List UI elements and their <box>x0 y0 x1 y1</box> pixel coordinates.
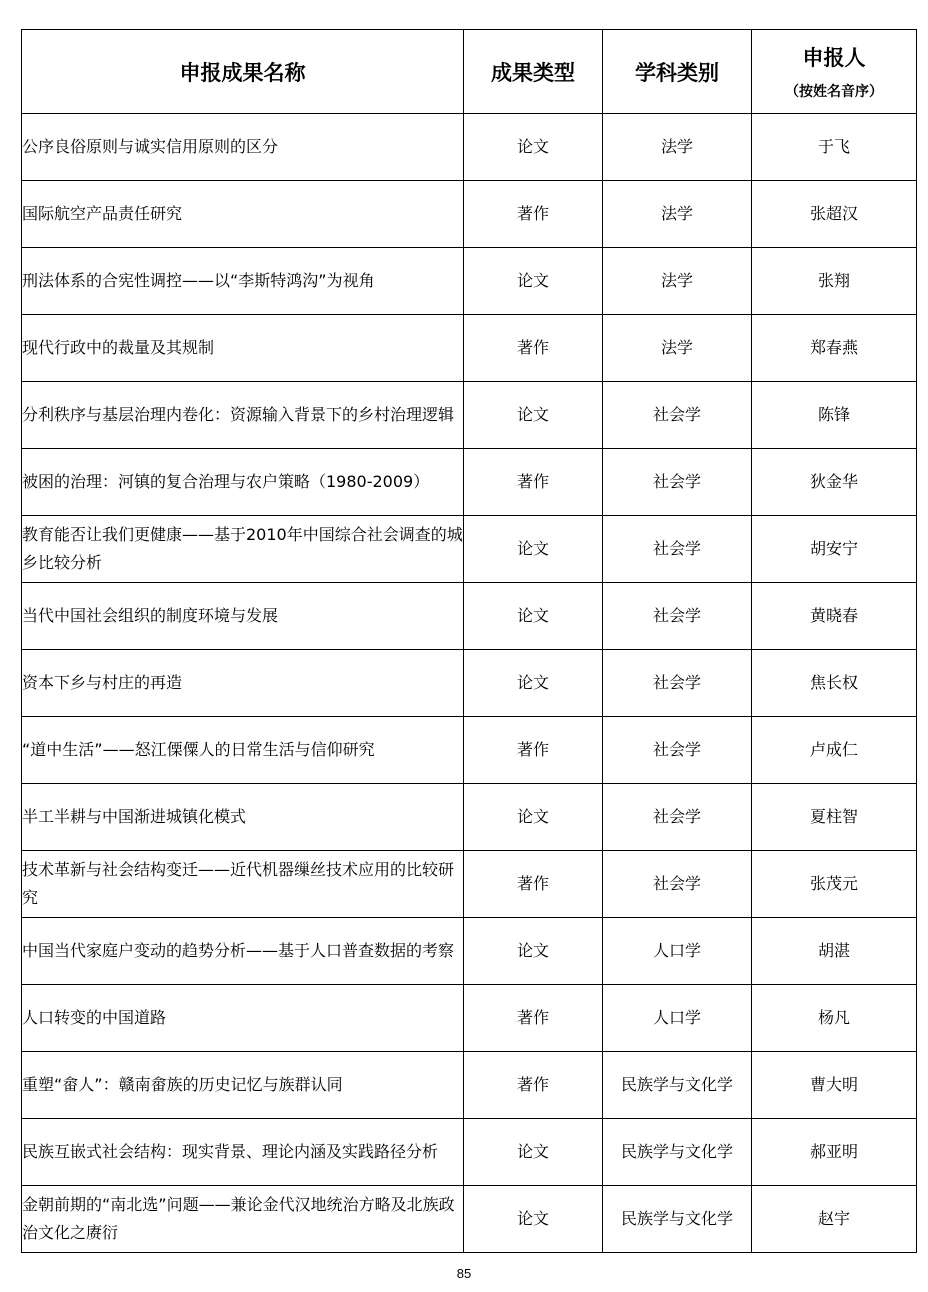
table-row <box>22 918 917 985</box>
cell-applicant: 黄晓春 <box>752 583 917 650</box>
header-applicant <box>752 30 917 114</box>
cell-name: 被困的治理：河镇的复合治理与农户策略（1980-2009） <box>22 449 464 516</box>
cell-subject: 社会学 <box>603 449 752 516</box>
cell-name: 中国当代家庭户变动的趋势分析——基于人口普查数据的考察 <box>22 918 464 985</box>
cell-subject: 法学 <box>603 114 752 181</box>
header-name: 申报成果名称 <box>22 30 464 114</box>
table-row <box>22 717 917 784</box>
cell-applicant: 曹大明 <box>752 1052 917 1119</box>
cell-name: 半工半耕与中国渐进城镇化模式 <box>22 784 464 851</box>
cell-name: 国际航空产品责任研究 <box>22 181 464 248</box>
table-row <box>22 1186 917 1253</box>
cell-subject: 社会学 <box>603 717 752 784</box>
table-header-row <box>22 30 917 114</box>
cell-name: 刑法体系的合宪性调控——以“李斯特鸿沟”为视角 <box>22 248 464 315</box>
cell-applicant: 张翔 <box>752 248 917 315</box>
cell-type: 论文 <box>464 1119 603 1186</box>
cell-applicant: 于飞 <box>752 114 917 181</box>
cell-name: 金朝前期的“南北选”问题——兼论金代汉地统治方略及北族政治文化之赓衍 <box>22 1186 464 1253</box>
cell-subject: 社会学 <box>603 382 752 449</box>
table-row <box>22 1052 917 1119</box>
table-row <box>22 650 917 717</box>
cell-subject: 法学 <box>603 315 752 382</box>
table-row <box>22 784 917 851</box>
cell-name: 当代中国社会组织的制度环境与发展 <box>22 583 464 650</box>
cell-type: 论文 <box>464 382 603 449</box>
cell-type: 论文 <box>464 248 603 315</box>
cell-applicant: 夏柱智 <box>752 784 917 851</box>
cell-applicant: 狄金华 <box>752 449 917 516</box>
table-row <box>22 851 917 918</box>
cell-type: 论文 <box>464 650 603 717</box>
cell-type: 著作 <box>464 985 603 1052</box>
cell-subject: 人口学 <box>603 918 752 985</box>
cell-subject: 人口学 <box>603 985 752 1052</box>
table-row <box>22 1119 917 1186</box>
table-row <box>22 449 917 516</box>
table-body <box>22 114 917 1253</box>
cell-type: 著作 <box>464 181 603 248</box>
cell-applicant: 陈锋 <box>752 382 917 449</box>
cell-applicant: 胡安宁 <box>752 516 917 583</box>
cell-subject: 民族学与文化学 <box>603 1052 752 1119</box>
table-row <box>22 181 917 248</box>
cell-type: 论文 <box>464 114 603 181</box>
cell-name: 技术革新与社会结构变迁——近代机器缫丝技术应用的比较研究 <box>22 851 464 918</box>
cell-applicant: 张超汉 <box>752 181 917 248</box>
results-table <box>21 29 917 1253</box>
cell-name: 重塑“畲人”：赣南畲族的历史记忆与族群认同 <box>22 1052 464 1119</box>
cell-applicant: 郑春燕 <box>752 315 917 382</box>
cell-subject: 民族学与文化学 <box>603 1186 752 1253</box>
table-row <box>22 114 917 181</box>
cell-applicant: 卢成仁 <box>752 717 917 784</box>
cell-type: 论文 <box>464 516 603 583</box>
cell-name: 公序良俗原则与诚实信用原则的区分 <box>22 114 464 181</box>
table-row <box>22 516 917 583</box>
table-row <box>22 248 917 315</box>
cell-name: 资本下乡与村庄的再造 <box>22 650 464 717</box>
cell-type: 论文 <box>464 918 603 985</box>
cell-name: 教育能否让我们更健康——基于2010年中国综合社会调查的城乡比较分析 <box>22 516 464 583</box>
cell-subject: 社会学 <box>603 851 752 918</box>
page-number: 85 <box>456 1266 472 1281</box>
table-row <box>22 985 917 1052</box>
cell-type: 著作 <box>464 717 603 784</box>
cell-applicant: 焦长权 <box>752 650 917 717</box>
cell-type: 著作 <box>464 1052 603 1119</box>
cell-type: 论文 <box>464 784 603 851</box>
table-row <box>22 583 917 650</box>
cell-applicant: 郝亚明 <box>752 1119 917 1186</box>
cell-applicant: 杨凡 <box>752 985 917 1052</box>
header-applicant-label: 申报人 <box>802 46 866 70</box>
cell-subject: 社会学 <box>603 583 752 650</box>
cell-type: 著作 <box>464 449 603 516</box>
cell-applicant: 赵宇 <box>752 1186 917 1253</box>
cell-applicant: 张茂元 <box>752 851 917 918</box>
cell-subject: 法学 <box>603 248 752 315</box>
cell-name: 人口转变的中国道路 <box>22 985 464 1052</box>
cell-name: 现代行政中的裁量及其规制 <box>22 315 464 382</box>
cell-subject: 社会学 <box>603 516 752 583</box>
table-row <box>22 382 917 449</box>
table-row <box>22 315 917 382</box>
cell-type: 论文 <box>464 583 603 650</box>
header-type: 成果类型 <box>464 30 603 114</box>
cell-type: 著作 <box>464 851 603 918</box>
cell-name: 分利秩序与基层治理内卷化：资源输入背景下的乡村治理逻辑 <box>22 382 464 449</box>
header-subject: 学科类别 <box>603 30 752 114</box>
cell-name: “道中生活”——怒江傈僳人的日常生活与信仰研究 <box>22 717 464 784</box>
cell-subject: 社会学 <box>603 784 752 851</box>
cell-type: 论文 <box>464 1186 603 1253</box>
cell-type: 著作 <box>464 315 603 382</box>
cell-subject: 社会学 <box>603 650 752 717</box>
cell-subject: 民族学与文化学 <box>603 1119 752 1186</box>
cell-subject: 法学 <box>603 181 752 248</box>
cell-applicant: 胡湛 <box>752 918 917 985</box>
header-applicant-note: （按姓名音序） <box>785 84 883 100</box>
cell-name: 民族互嵌式社会结构：现实背景、理论内涵及实践路径分析 <box>22 1119 464 1186</box>
